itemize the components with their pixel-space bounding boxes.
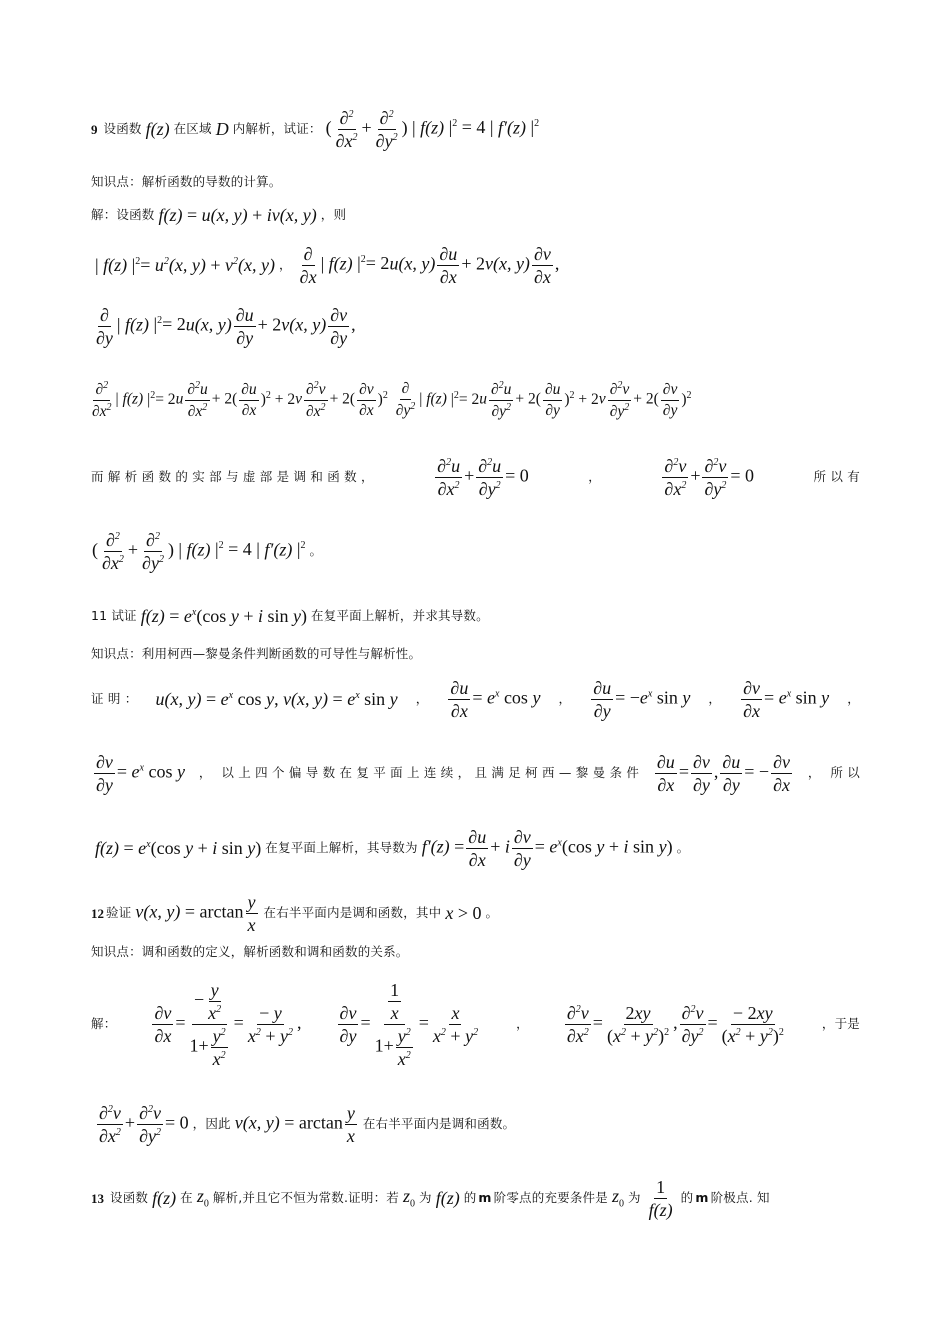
q9-prompt-a: 设函数 (103, 120, 142, 136)
formula: $z_0$ (402, 1185, 415, 1210)
q11-continuous-text: 以 上 四 个 偏 导 数 在 复 平 面 上 连 续 ， 且 满 足 柯 西 — 黎 曼 条 件 (221, 764, 640, 780)
formula: $\frac{\partial v}{\partial x}$ = − $\frac{y}{x^2}$ 1+ $\frac{y^2}{x^2}$ = $\frac{- y}{x^2 + y^2}$ , (154, 979, 302, 1069)
q11-proof-line: 证 明 ： u(x, $y) = e^x$ cos y, v(x, $y) = e^x$ sin y ， $\frac{\partial u}{\partial x}$ = $e^x$ cos y ， $\frac{\partial u}{\partial y}$ = $-e^x$ sin y ， $\frac{\partial v}{\partial x}$ = $e^x$ sin y ， (91, 677, 860, 721)
q12-knowledge: 知识点：调和函数的定义，解析函数和调和函数的关系。 (91, 944, 409, 959)
formula: $z_0$ (611, 1185, 624, 1210)
q11-so: 所 以 (830, 764, 860, 780)
formula: $z_0$ (196, 1185, 209, 1210)
formula: $\frac{\partial}{\partial x}$ | f(z) $|^2= 2u(x$, y) $\frac{\partial u}{\partial x}$ + 2v(x, y) $\frac{\partial v}{\partial x}$ , (299, 243, 560, 287)
formula: $\frac{\partial u}{\partial y}$ = $-e^x$ sin y (593, 677, 691, 721)
formula: $\frac{\partial v}{\partial x}$ = $e^x$ sin y (743, 677, 830, 721)
q12-conclusion: $\frac{\partial^2v}{\partial x^2}$ + $\frac{\partial^2v}{\partial y^2}$ = 0 ，因此 v(x, y) = arctan $\frac{y}{x}$ 在右半平面内是调和函数。 (91, 1100, 860, 1148)
q11-proof-label: 证 明 ： (91, 690, 138, 706)
formula: $f(z) = e^x(\cos$ y + i sin y) (140, 606, 308, 626)
formula: | f(z) $|^2= u^2(x$, $y) + v^2(x$, y) (95, 255, 275, 275)
formula: $\frac{\partial}{\partial y}$ | f(z) $|^2= 2u(x$, y) $\frac{\partial u}{\partial y}$ + 2v(x, y) $\frac{\partial v}{\partial y}$ , (96, 304, 356, 348)
formula: $\frac{\partial u}{\partial x}$ = $e^x$ cos y (450, 677, 541, 721)
q9-line-dy (88, 302, 860, 350)
q9-conclusion: ( $\frac{\partial^2}{\partial x^2}$ + $\frac{\partial^2}{\partial y^2}$ ) | f(z) $|^2 = 4$ | f′(z) $|^2$ 。 (92, 529, 323, 573)
formula: $\frac{\partial v}{\partial y}$ = $\frac{1}{x}$ 1+ $\frac{y^2}{x^2}$ = $\frac{x}{x^2 + y^2}$ (339, 979, 479, 1069)
formula: $\frac{\partial v}{\partial y}$ = $e^x$ cos y (96, 751, 185, 795)
q11-conclusion: $f(z) = e^x(\cos$ y + i sin y) 在复平面上解析，其导数为 f′(z) = $\frac{\partial u}{\partial x}$ + i $\frac{\partial v}{\partial y}$ = $e^x(\cos$ y + i sin y) 。 (95, 826, 690, 870)
q12-number: 12 (91, 905, 104, 921)
q11-knowledge: 知识点：利用柯西—黎曼条件判断函数的可导性与解析性。 (91, 646, 422, 661)
q12-thus: ，于是 (821, 1015, 860, 1031)
q13-m-bold: m (478, 1189, 492, 1205)
formula: $\frac{\partial^2u}{\partial x^2}$ + $\frac{\partial^2u}{\partial y^2}$ = 0 (437, 455, 529, 499)
formula: D (215, 119, 229, 139)
q9-harmonic-line: 而 解 析 函 数 的 实 部 与 虚 部 是 调 和 函 数 ， $\frac{\partial^2u}{\partial x^2}$ + $\frac{\partial^2u}{\partial y^2}$ = 0 ， $\frac{\partial^2v}{\partial x^2}$ + $\frac{\partial^2v}{\partial y^2}$ = 0 所 以 有 (91, 455, 860, 499)
formula: $\frac{\partial^2v}{\partial x^2}$ + $\frac{\partial^2v}{\partial y^2}$ = 0 (664, 455, 755, 499)
q13-number: 13 (91, 1190, 104, 1206)
formula: u(x, $y) = e^x$ cos y, v(x, $y) = e^x$ sin y (155, 689, 398, 709)
formula: $\frac{\partial^2v}{\partial x^2}$ + $\frac{\partial^2v}{\partial y^2}$ = 0 (99, 1102, 189, 1146)
formula: $\frac{\partial^2v}{\partial x^2}$ = $\frac{2xy}{(x^2 + y^2)^2}$ , $\frac{\partial^2v}{\partial y^2}$ = $\frac{- 2xy}{(x^2 + y^2)^2}$ (566, 1002, 784, 1046)
q11-number: 11 (91, 607, 108, 623)
q9-prompt-b: 在区域 (173, 120, 212, 136)
formula: f(z) = u(x, y) + iv(x, y) (158, 205, 317, 225)
formula: f(z) (152, 1188, 177, 1208)
q12-statement: 12 验证 v(x, y) = arctan $\frac{y}{x}$ 在右半平面内是调和函数，其中 x > 0 。 (91, 891, 499, 935)
formula: ( $\frac{\partial^2}{\partial x^2}$ + $\frac{\partial^2}{\partial y^2}$ ) | f(z) $|^2 = 4$ | f′(z) $|^2$ (92, 529, 306, 573)
q9-harmonic-text: 而 解 析 函 数 的 实 部 与 虚 部 是 调 和 函 数 ， (91, 468, 374, 484)
q9-line-modulus: | f(z) $|^2= u^2(x$, $y) + v^2(x$, y) ， $\frac{\partial}{\partial x}$ | f(z) $|^2= 2u(x$, y) $\frac{\partial u}{\partial x}$ + 2v(x, y) $\frac{\partial v}{\partial x}$ , (95, 243, 560, 287)
q12-sol-label: 解： (91, 1015, 117, 1031)
formula: $f(z) = e^x(\cos$ y + i sin y) (95, 838, 262, 858)
q9-line-second (88, 375, 862, 425)
formula: f(z) (435, 1188, 460, 1208)
formula: $\frac{1}{f(z)}$ (648, 1176, 673, 1220)
formula: v(x, y) = arctan $\frac{y}{x}$ (135, 891, 256, 935)
q9-knowledge: 知识点：解析函数的导数的计算。 (91, 174, 282, 189)
q9-solution-intro: 解：设函数 f(z) = u(x, y) + iv(x, y) ，则 (91, 205, 347, 225)
q9-prompt-c: 内解析，试证： (232, 120, 322, 136)
formula: f′(z) = $\frac{\partial u}{\partial x}$ + i $\frac{\partial v}{\partial y}$ = $e^x(\cos$ y + i sin y) (421, 826, 673, 870)
q11-statement: 11 试证 $f(z) = e^x(\cos$ y + i sin y) 在复平面上解析，并求其导数。 (91, 606, 489, 626)
q11-cr-line: $\frac{\partial v}{\partial y}$ = $e^x$ cos y ， 以 上 四 个 偏 导 数 在 复 平 面 上 连 续 ， 且 满 足 柯 西 — 黎 曼 条 件 $\frac{\partial u}{\partial x}$ = $\frac{\partial v}{\partial y}$ , $\frac{\partial u}{\partial y}$ = − $\frac{\partial v}{\partial x}$ ， 所 以 (88, 750, 860, 796)
formula: ( $\frac{\partial^2}{\partial x^2}$ + $\frac{\partial^2}{\partial y^2}$ ) | f(z) $|^2 = 4$ | f′(z) $|^2$ (325, 107, 540, 151)
q9-number: 9 (91, 121, 98, 137)
formula: x > 0 (445, 903, 482, 923)
q12-solution-line: 解： $\frac{\partial v}{\partial x}$ = − $\frac{y}{x^2}$ 1+ $\frac{y^2}{x^2}$ = $\frac{- y}{x^2 + y^2}$ , $\frac{\partial v}{\partial y}$ = $\frac{1}{x}$ 1+ $\frac{y^2}{x^2}$ = $\frac{x}{x^2 + y^2}$ ， $\frac{\partial^2v}{\partial x^2}$ = $\frac{2xy}{(x^2 + y^2)^2}$ , $\frac{\partial^2v}{\partial y^2}$ = $\frac{- 2xy}{(x^2 + y^2)^2}$ ，于是 (91, 979, 860, 1069)
formula: $\frac{\partial u}{\partial x}$ = $\frac{\partial v}{\partial y}$ , $\frac{\partial u}{\partial y}$ = − $\frac{\partial v}{\partial x}$ (656, 751, 790, 795)
formula: f(z) (145, 119, 170, 139)
formula: $\frac{\partial^2}{\partial x^2}$ | f(z) $|^2= 2u$ $\frac{\partial^2u}{\partial x^2}$ + 2( $\frac{\partial u}{\partial x}$ )$^2$ + 2v $\frac{\partial^2v}{\partial x^2}$ + 2( $\frac{\partial v}{\partial x}$ )$^2$ $\frac{\partial}{\partial y^2}$ | f(z) $|^2= 2u$ $\frac{\partial^2u}{\partial y^2}$ + 2( $\frac{\partial u}{\partial y}$ )$^2$ + 2v $\frac{\partial^2v}{\partial y^2}$ + 2( $\frac{\partial v}{\partial y}$ )$^2$ (92, 379, 692, 420)
q9-statement (91, 107, 860, 151)
q9-so-have: 所 以 有 (813, 468, 860, 484)
q13-statement: 13 设函数 f(z) 在 $z_0$ 解析,并且它不恒为常数.证明：若 $z_0$ 为 f(z) 的 m 阶零点的充要条件是 $z_0$ 为 $\frac{1}{f(z)}$ 的 m 阶极点. 知 (91, 1176, 770, 1220)
formula: v(x, y) = arctan $\frac{y}{x}$ (234, 1102, 355, 1146)
